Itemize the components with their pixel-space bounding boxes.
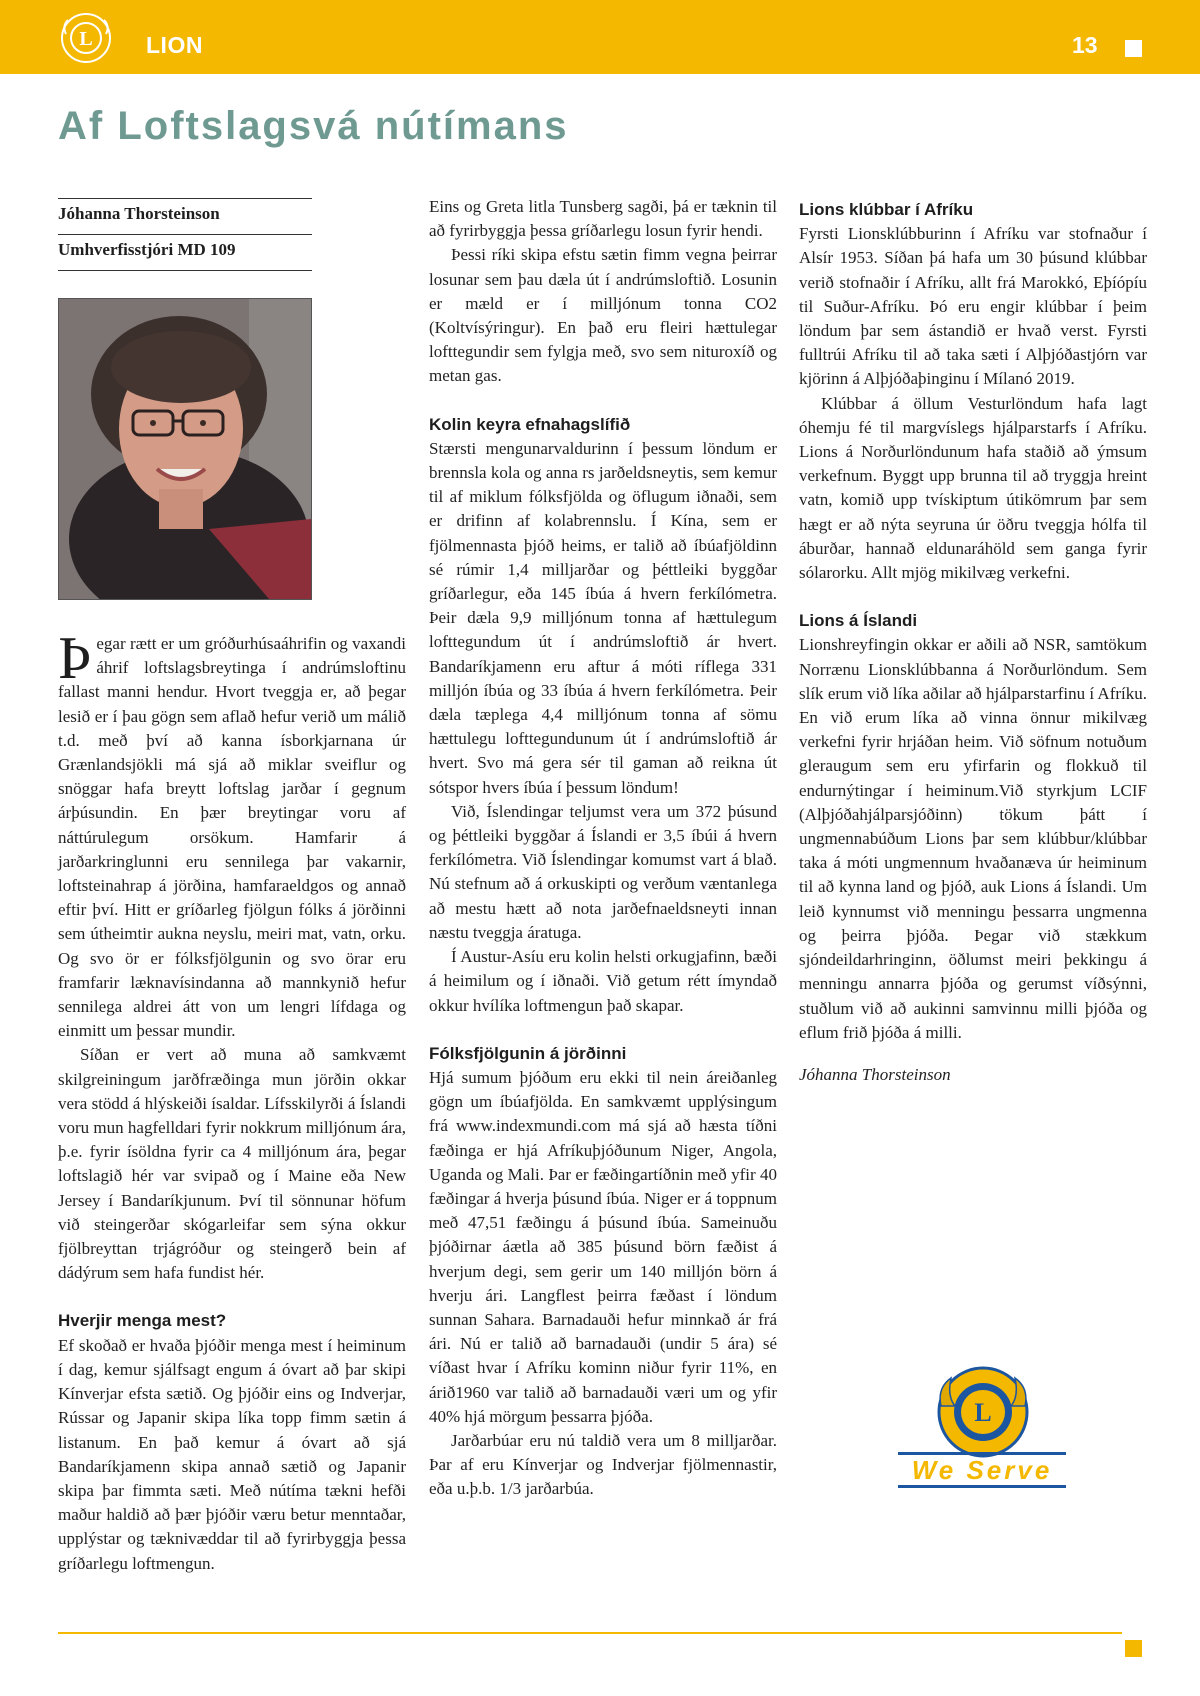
logo-letter: L [79,28,93,50]
section-heading-iceland: Lions á Íslandi [799,611,918,631]
section-heading-coal: Kolin keyra efnahagslífið [429,414,631,434]
section-population-paragraph-2: Jarðarbúar eru nú taldið vera um 8 milljarðar. Þar af eru Kínverjar og Indverjar fjölmennastir, eða u.þ.b. 1/3 jarðarbúa. [429,1430,777,1499]
section-coal-paragraph-2: Við, Íslendingar teljumst vera um 372 þúsund og þéttleiki byggðar á Íslandi er 3,5 íbúi á hvern ferkílómetra. Við Íslendingar komumst vart á blað. Nú stefnum að á orkuskipti og verðum væntanlega að mestu hætt að nota jarðefnaeldsneyti innan næstu tveggja áratuga. [429,801,777,942]
section-heading-polluters: Hverjir menga mest? [58,1311,227,1331]
header-square-mark [1125,40,1142,57]
drop-cap: Þ [58,625,92,691]
article-signature: Jóhanna Thorsteinson [799,1064,951,1084]
section-heading-africa: Lions klúbbar í Afríku [799,200,974,219]
page-header [0,0,1200,74]
we-serve-motto: We Serve [898,1452,1066,1488]
section-polluters-paragraph-2: Eins og Greta litla Tunsberg sagði, þá er tæknin til að fyrirbyggja þessa gríðarlegu losun fyrir hendi. [429,197,777,241]
emblem-letter: L [974,1398,992,1427]
section-coal-paragraph-3: Í Austur-Asíu eru kolin helsti orkugjafinn, bæði á heimilum og í iðnaði. Við getum rétt ímyndað okkur hvílíka loftmengun það skapar. [429,947,777,1015]
section-coal-paragraph-1: Stærsti mengunarvaldurinn í þessum löndum er brennsla kola og anna rs jarðeldsneytis, sem kemur til af miklum fólksfjölda og öflugum iðnaði, sem er drifinn af kolabrennslu. Í Kína, sem er fjölmennasta þjóð heims, er talið að íbúafjöldinn sé rúmir 1,4 milljarðar og þéttleiki byggðar gríðarlegur, eða 145 íbúa á hvern ferkílómetra. Þeir dæla 9,9 milljónum tonna af hættulegum lofttegundum út í andrúmsloftið ár hvert. Bandaríkjamenn eru aftur á móti ríflega 331 milljón íbúa og 33 íbúa á hvern ferkílómetra. Þeir dæla tæplega 4,4 milljónum tonna af sömu hættulegu lofttegundunum út í andrúmsloftið ár hvert. Svo má gera sér til gaman að reikna út sótspor hvers íbúa í þessum löndum! [429,438,777,797]
section-iceland-paragraph-1: Lionshreyfingin okkar er aðili að NSR, samtökum Norrænu Lionsklúbbanna á Norðurlöndum. Sem slík erum við líka aðilar að hjálparstarfinu í Afríku. En við erum líka að vinna önnur mikilvæg verkefni fyrir hrjáðan heim. Við söfnum notuðum gleraugum sem eru yfirfarin og flokkuð til endurnýtingar í heiminum.Við styrkjum LCIF (Alþjóðahjálparsjóðinn) tökum þátt í ungmennabúðum Lions þar sem klúbbur/klúbbar taka á móti ungmennum hvaðanæva úr heiminum til að kynna land og þjóð, auk Lions á Íslandi. Um leið kynnumst við menningu þessarra ungmenna og þeirra þjóða. Þegar við stækkum sjóndeildarhringinn, öðlumst meiri þekkingu á menningu annarra þjóða og gerumst víðsýnni, stuðlum við að aukinni samvinnu milli þjóða og eflum frið þjóða á milli. [799,635,1147,1042]
byline-rule-middle [58,234,312,235]
section-africa-paragraph-2: Klúbbar á öllum Vesturlöndum hafa lagt óhemju fé til margvíslegs hjálparstarfs í Afríku. Lions á Norðurlöndunum hafa staðið að ýmsum verkefnum. Byggt upp brunna til að tryggja hreint vatn, komið upp tvískiptum útikömrum þar sem hægt er að nýta seyruna úr öðru tveggja hólfa til áburðar, hannað eldunaráhöld sem ganga fyrir sólarorku. Allt mjög mikilvæg verkefni. [799,393,1147,583]
column-1 [58,625,406,1576]
footer-square-mark [1125,1640,1142,1657]
author-role: Umhverfisstjóri MD 109 [58,240,236,259]
intro-paragraph-1 [58,625,406,1043]
section-population-paragraph-1: Hjá sumum þjóðum eru ekki til nein áreiðanleg gögn um íbúafjölda. En samkvæmt upplýsingum frá www.indexmundi.com má sjá að hæsta tíðni fæðinga er hjá Afríkuþjóðunum Niger, Angola, Uganda og Mali. Þar er fæðingartíðnin með yfir 40 fæðingar á hverja þúsund íbúa. Niger er á toppnum með 47,51 fæðingu á þúsund íbúa. Sameinuðu þjóðirnar áætla að 385 þúsund börn fæðist á hverjum degi, sem gerir um 140 milljón börn á hverju ári. Langflest þeirra fæðast í löndum sunnan Sahara. Barnadauði hefur minnkað ár frá ári. Nú er talið að barnadauði (undir 5 ára) sé víðast hvar í Afríku kominn niður fyrir 11%, en árið1960 var talið að barnadauði væri um og yfir 40% hjá mörgum þessarra þjóða. [429,1067,777,1426]
section-polluters-paragraph-1: Ef skoðað er hvaða þjóðir menga mest í heiminum í dag, kemur sjálfsagt engum á óvart að þar skipi Kínverjar efsta sætið. Og þjóðir eins og Indverjar, Rússar og Japanir skipa líka topp fimm sætin á listanum. En það kemur á óvart að sjá Bandaríkjamenn skipa annað sætið og Japanir skipa þar fimmta sæti. Með nútíma tækni hefði maður haldið að þær þjóðir væru betur menntaðar, upplýstar og tæknivæddar til að fyrirbyggja þessa gríðarlegu loftmengun. [58,1335,406,1573]
portrait-illustration [59,299,311,599]
intro-paragraph-2: Síðan er vert að muna að samkvæmt skilgreiningum jarðfræðinga mun jörðin okkar vera stödd á hlýskeiði ísaldar. Lífsskilyrði á Íslandi voru mun hagfelldari fyrir nokkrum milljónum ára, þ.e. fyrir ísöldna fyrir ca 4 milljónum ára, þegar loftslagið hér var svipað og í Maine eða New Jersey í Bandaríkjunum. Því til sönnunar höfum við steingerðar skógarleifar sem sýna okkur fjölbreyttan trjágróður og steingerð bein af dádýrum sem hafa fundist hér. [58,1045,406,1283]
publication-title: LION [146,32,203,58]
page-number: 13 [1072,32,1098,58]
section-africa-paragraph-1: Fyrsti Lionsklúbburinn í Afríku var stofnaður í Alsír 1953. Síðan þá hafa um 30 þúsund klúbbar verið stofnaðir í Afríku, allt frá Marokkó, Eþíópíu til Suður-Afríku. Þó eru engir klúbbar í þeim löndum þar sem ástandið er hvað verst. Fyrsti fulltrúi Afríku til að taka sæti í Alþjóðastjórn var kjörinn á Alþjóðaþinginu í Mílanó 2019. [799,224,1147,389]
article-title: Af Loftslagsvá nútímans [58,104,569,148]
column-3 [799,198,1147,1087]
footer-rule [58,1632,1122,1634]
author-name: Jóhanna Thorsteinson [58,204,220,223]
intro-paragraph-1-text: egar rætt er um gróðurhúsaáhrifin og vaxandi áhrif loftslagsbreytinga í andrúmsloftinu fallast manni hendur. Hvort tveggja er, að þegar lesið er í þau gögn sem aflað hefur verið um málið t.d. með því að kanna ísborkjarnana úr Grænlandsjökli má sjá að miklar sveiflur og snöggar hafa breytt loftslag jarðar í gegnum árþúsundin. En þær breytingar voru af náttúrulegum orsökum. Hamfarir á jarðarkringlunni eru sennilega þar vakarnir, loftsteinahrap á jörðina, hamfaraeldgos og annað eftir því. Hitt er gríðarleg fjölgun fólks á jörðinni sem útheimtir aukna neyslu, meiri mat, vatn, orku. Og svo ör er fólksfjölgunin og svo örar eru framfarir læknavísindanna að mannkynið hefur sennilega aldrei átt von um lengri lífdaga og einmitt um þessar mundir. [58,634,406,1041]
byline-rule-bottom [58,270,312,271]
section-heading-population: Fólksfjölgunin á jörðinni [429,1043,627,1063]
byline-rule-top [58,198,312,199]
lions-emblem-icon [937,1366,1029,1458]
author-photo [58,298,312,600]
lions-logo-icon [60,12,112,64]
section-polluters-paragraph-3: Þessi ríki skipa efstu sætin fimm vegna þeirrar losunar sem þau dæla út í andrúmsloftið. Losunin er mæld er í milljónum tonna CO2 (Koltvísýringur). En það eru fleiri hættulegar lofttegundir sem fylgja með, svo sem nituroxíð og metan gas. [429,245,777,386]
column-2 [429,195,777,1502]
